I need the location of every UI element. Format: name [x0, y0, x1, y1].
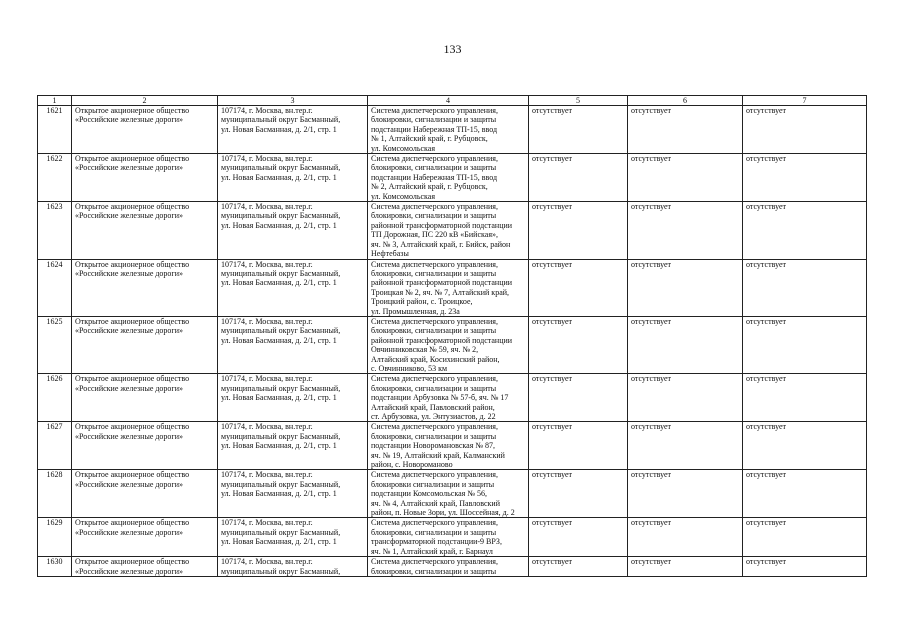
- object-line: яч. № 4, Алтайский край, Павловский: [371, 498, 500, 508]
- owner-line: «Российские железные дороги»: [75, 383, 183, 393]
- row-number: 1626: [38, 374, 72, 422]
- table-row: [38, 154, 867, 202]
- column-5-cell: отсутствует: [529, 422, 628, 470]
- object-line: блокировки, сигнализации и защиты: [371, 268, 497, 278]
- address-line: ул. Новая Басманная, д. 2/1, стр. 1: [221, 220, 337, 230]
- owner-cell: [72, 518, 218, 557]
- address-line: муниципальный округ Басманный,: [221, 115, 341, 125]
- owner-cell: [72, 470, 218, 518]
- address-line: 107174, г. Москва, вн.тер.г.: [221, 422, 313, 432]
- address-line: 107174, г. Москва, вн.тер.г.: [221, 470, 313, 480]
- column-6-cell: отсутствует: [628, 557, 743, 577]
- column-7-cell: отсутствует: [743, 316, 867, 373]
- address-cell: [218, 154, 368, 202]
- object-line: яч. № 19, Алтайский край, Калманский: [371, 450, 505, 460]
- table-row: [38, 316, 867, 373]
- object-line: подстанции Новоромановская № 87,: [371, 441, 496, 451]
- column-7-cell: отсутствует: [743, 154, 867, 202]
- address-cell: [218, 316, 368, 373]
- owner-line: Открытое акционерное общество: [75, 316, 190, 326]
- object-cell: [368, 470, 529, 518]
- row-number: 1621: [38, 106, 72, 154]
- object-cell: [368, 154, 529, 202]
- address-line: 107174, г. Москва, вн.тер.г.: [221, 374, 313, 384]
- address-cell: [218, 259, 368, 316]
- object-line: Алтайский край, Павловский район,: [371, 402, 495, 412]
- object-line: Овчинниковская № 59, яч. № 2,: [371, 345, 479, 355]
- object-line: блокировки, сигнализации и защиты: [371, 115, 497, 125]
- column-6-cell: отсутствует: [628, 202, 743, 259]
- row-number: 1630: [38, 557, 72, 577]
- column-6-cell: отсутствует: [628, 374, 743, 422]
- address-line: ул. Новая Басманная, д. 2/1, стр. 1: [221, 393, 337, 403]
- object-line: яч. № 1, Алтайский край, г. Барнаул: [371, 546, 493, 556]
- owner-cell: [72, 154, 218, 202]
- column-5-cell: отсутствует: [529, 259, 628, 316]
- column-5-cell: отсутствует: [529, 154, 628, 202]
- object-line: Система диспетчерского управления,: [371, 557, 498, 567]
- object-line: яч. № 3, Алтайский край, г. Бийск, район: [371, 239, 511, 249]
- address-line: муниципальный округ Басманный,: [221, 326, 341, 336]
- owner-cell: [72, 202, 218, 259]
- column-7-cell: отсутствует: [743, 259, 867, 316]
- owner-line: «Российские железные дороги»: [75, 479, 183, 489]
- column-6-cell: отсутствует: [628, 316, 743, 373]
- column-6-cell: отсутствует: [628, 259, 743, 316]
- column-7-cell: отсутствует: [743, 557, 867, 577]
- column-7-cell: отсутствует: [743, 106, 867, 154]
- column-5-cell: отсутствует: [529, 106, 628, 154]
- object-line: подстанции Набережная ТП-15, ввод: [371, 172, 498, 182]
- column-5-cell: отсутствует: [529, 557, 628, 577]
- owner-line: Открытое акционерное общество: [75, 470, 190, 480]
- column-6-cell: отсутствует: [628, 106, 743, 154]
- owner-line: «Российские железные дороги»: [75, 326, 183, 336]
- table-row: [38, 106, 867, 154]
- address-line: ул. Новая Басманная, д. 2/1, стр. 1: [221, 537, 337, 547]
- table-row: [38, 422, 867, 470]
- owner-line: «Российские железные дороги»: [75, 566, 183, 576]
- column-7-cell: отсутствует: [743, 374, 867, 422]
- address-line: муниципальный округ Басманный,: [221, 383, 341, 393]
- table-row: [38, 374, 867, 422]
- header-row: [38, 96, 867, 106]
- object-cell: [368, 422, 529, 470]
- address-line: муниципальный округ Басманный,: [221, 163, 341, 173]
- column-6-cell: отсутствует: [628, 422, 743, 470]
- object-line: № 2, Алтайский край, г. Рубцовск,: [371, 182, 488, 192]
- object-line: блокировки, сигнализации и защиты: [371, 383, 497, 393]
- owner-line: «Российские железные дороги»: [75, 268, 183, 278]
- object-line: Троицкая № 2, яч. № 7, Алтайский край,: [371, 287, 510, 297]
- column-7-cell: отсутствует: [743, 202, 867, 259]
- address-line: 107174, г. Москва, вн.тер.г.: [221, 259, 313, 269]
- column-header-2: 2: [72, 96, 218, 106]
- address-cell: [218, 422, 368, 470]
- column-6-cell: отсутствует: [628, 518, 743, 557]
- owner-line: Открытое акционерное общество: [75, 154, 190, 164]
- object-line: Система диспетчерского управления,: [371, 470, 498, 480]
- row-number: 1622: [38, 154, 72, 202]
- object-line: трансформаторной подстанции-9 ВРЗ,: [371, 537, 502, 547]
- owner-cell: [72, 106, 218, 154]
- address-line: муниципальный округ Басманный,: [221, 527, 341, 537]
- row-number: 1624: [38, 259, 72, 316]
- object-line: Система диспетчерского управления,: [371, 106, 498, 115]
- address-cell: [218, 106, 368, 154]
- column-header-6: 6: [628, 96, 743, 106]
- owner-cell: [72, 557, 218, 577]
- object-line: районной трансформаторной подстанции: [371, 335, 513, 345]
- address-line: 107174, г. Москва, вн.тер.г.: [221, 518, 313, 528]
- address-line: 107174, г. Москва, вн.тер.г.: [221, 154, 313, 164]
- column-5-cell: отсутствует: [529, 374, 628, 422]
- address-line: 107174, г. Москва, вн.тер.г.: [221, 106, 313, 115]
- column-6-cell: отсутствует: [628, 154, 743, 202]
- column-5-cell: отсутствует: [529, 518, 628, 557]
- owner-line: «Российские железные дороги»: [75, 163, 183, 173]
- address-line: муниципальный округ Басманный,: [221, 431, 341, 441]
- column-6-cell: отсутствует: [628, 470, 743, 518]
- object-line: район, с. Новороманово: [371, 460, 453, 470]
- object-line: блокировки, сигнализации и защиты: [371, 326, 497, 336]
- object-cell: [368, 202, 529, 259]
- address-cell: [218, 518, 368, 557]
- column-5-cell: отсутствует: [529, 202, 628, 259]
- table-row: [38, 518, 867, 557]
- column-header-5: 5: [529, 96, 628, 106]
- address-line: муниципальный округ Басманный,: [221, 479, 341, 489]
- address-line: ул. Новая Басманная, д. 2/1, стр. 1: [221, 124, 337, 134]
- owner-cell: [72, 316, 218, 373]
- registry-table: [37, 95, 867, 577]
- column-header-3: 3: [218, 96, 368, 106]
- row-number: 1628: [38, 470, 72, 518]
- owner-line: Открытое акционерное общество: [75, 202, 190, 212]
- object-line: Система диспетчерского управления,: [371, 422, 498, 432]
- object-line: районной трансформаторной подстанции: [371, 278, 513, 288]
- object-line: Алтайский край, Косихинский район,: [371, 354, 500, 364]
- address-line: муниципальный округ Басманный,: [221, 211, 341, 221]
- address-line: 107174, г. Москва, вн.тер.г.: [221, 557, 313, 567]
- table-row: [38, 470, 867, 518]
- column-7-cell: отсутствует: [743, 422, 867, 470]
- object-line: районной трансформаторной подстанции: [371, 220, 513, 230]
- owner-line: «Российские железные дороги»: [75, 211, 183, 221]
- object-line: ТП Дорожная, ПС 220 кВ «Бийская»,: [371, 230, 498, 240]
- object-line: № 1, Алтайский край, г. Рубцовск,: [371, 134, 488, 144]
- object-line: район, п. Новые Зори, ул. Шоссейная, д. 2: [371, 508, 515, 518]
- object-line: Система диспетчерского управления,: [371, 154, 498, 164]
- owner-line: «Российские железные дороги»: [75, 431, 183, 441]
- address-line: ул. Новая Басманная, д. 2/1, стр. 1: [221, 172, 337, 182]
- address-line: ул. Новая Басманная, д. 2/1, стр. 1: [221, 278, 337, 288]
- column-7-cell: отсутствует: [743, 518, 867, 557]
- object-line: подстанции Арбузовка № 57-б, яч. № 17: [371, 393, 509, 403]
- address-line: 107174, г. Москва, вн.тер.г.: [221, 202, 313, 212]
- object-line: ул. Комсомольская: [371, 191, 436, 201]
- address-cell: [218, 202, 368, 259]
- address-line: ул. Новая Басманная, д. 2/1, стр. 1: [221, 441, 337, 451]
- object-line: ст. Арбузовка, ул. Энтузиастов, д. 22: [371, 412, 496, 421]
- object-line: Система диспетчерского управления,: [371, 518, 498, 528]
- object-cell: [368, 316, 529, 373]
- column-header-4: 4: [368, 96, 529, 106]
- owner-line: Открытое акционерное общество: [75, 422, 190, 432]
- owner-line: Открытое акционерное общество: [75, 259, 190, 269]
- owner-line: Открытое акционерное общество: [75, 374, 190, 384]
- object-line: Система диспетчерского управления,: [371, 374, 498, 384]
- object-cell: [368, 557, 529, 577]
- column-7-cell: отсутствует: [743, 470, 867, 518]
- object-cell: [368, 259, 529, 316]
- object-line: подстанции Набережная ТП-15, ввод: [371, 124, 498, 134]
- address-line: муниципальный округ Басманный,: [221, 566, 341, 576]
- address-cell: [218, 470, 368, 518]
- table-row: [38, 557, 867, 577]
- row-number: 1627: [38, 422, 72, 470]
- object-line: блокировки, сигнализации и защиты: [371, 211, 497, 221]
- owner-line: Открытое акционерное общество: [75, 557, 190, 567]
- object-line: Система диспетчерского управления,: [371, 316, 498, 326]
- owner-cell: [72, 422, 218, 470]
- row-number: 1625: [38, 316, 72, 373]
- column-5-cell: отсутствует: [529, 470, 628, 518]
- owner-line: «Российские железные дороги»: [75, 115, 183, 125]
- address-cell: [218, 374, 368, 422]
- object-line: Троицкий район, с. Троицкое,: [371, 297, 473, 307]
- column-5-cell: отсутствует: [529, 316, 628, 373]
- object-cell: [368, 518, 529, 557]
- object-line: ул. Промышленная, д. 23а: [371, 306, 460, 316]
- column-header-1: 1: [38, 96, 72, 106]
- object-line: с. Овчинниково, 53 км: [371, 363, 448, 373]
- object-line: Система диспетчерского управления,: [371, 259, 498, 269]
- object-line: блокировки, сигнализации и защиты: [371, 431, 497, 441]
- object-line: блокировки, сигнализации и защиты: [371, 163, 497, 173]
- address-cell: [218, 557, 368, 577]
- object-line: блокировки, сигнализации и защиты: [371, 566, 497, 576]
- column-header-7: 7: [743, 96, 867, 106]
- object-cell: [368, 374, 529, 422]
- object-line: подстанции Комсомольская № 56,: [371, 489, 487, 499]
- object-line: блокировки сигнализации и защиты: [371, 479, 495, 489]
- address-line: ул. Новая Басманная, д. 2/1, стр. 1: [221, 489, 337, 499]
- row-number: 1623: [38, 202, 72, 259]
- object-line: блокировки, сигнализации и защиты: [371, 527, 497, 537]
- owner-line: Открытое акционерное общество: [75, 518, 190, 528]
- owner-cell: [72, 259, 218, 316]
- address-line: ул. Новая Басманная, д. 2/1, стр. 1: [221, 335, 337, 345]
- address-line: муниципальный округ Басманный,: [221, 268, 341, 278]
- object-line: Система диспетчерского управления,: [371, 202, 498, 212]
- address-line: 107174, г. Москва, вн.тер.г.: [221, 316, 313, 326]
- page-number: 133: [443, 42, 462, 56]
- owner-line: «Российские железные дороги»: [75, 527, 183, 537]
- object-cell: [368, 106, 529, 154]
- table-row: [38, 202, 867, 259]
- table-row: [38, 259, 867, 316]
- object-line: Нефтебазы: [371, 249, 409, 259]
- object-line: ул. Комсомольская: [371, 143, 436, 153]
- owner-cell: [72, 374, 218, 422]
- owner-line: Открытое акционерное общество: [75, 106, 190, 115]
- row-number: 1629: [38, 518, 72, 557]
